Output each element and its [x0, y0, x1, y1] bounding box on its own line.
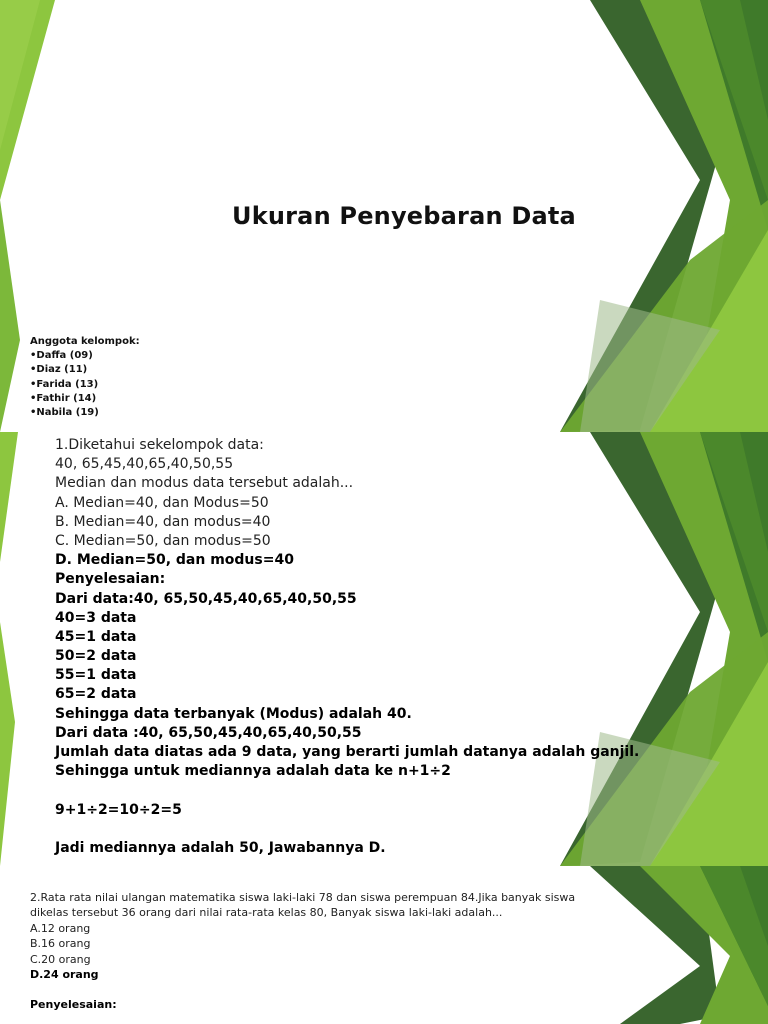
question-1-line: Dari data :40, 65,50,45,40,65,40,50,55 — [55, 724, 362, 741]
question-1-line: 45=1 data — [55, 628, 137, 645]
question-1-line: Jumlah data diatas ada 9 data, yang berarti jumlah datanya adalah ganjil. — [55, 744, 640, 760]
question-1-line: 40, 65,45,40,65,40,50,55 — [55, 456, 234, 473]
question-2-text-line: dikelas tersebut 36 orang dari nilai rata-rata kelas 80, Banyak siswa laki-laki adalah... — [30, 906, 503, 920]
question-1-line: Dari data:40, 65,50,45,40,65,40,50,55 — [55, 590, 357, 607]
question-1-line: 40=3 data — [55, 609, 137, 626]
slide-question-2 — [0, 866, 768, 1024]
slide-title-text: Ukuran Penyebaran Data — [232, 202, 576, 230]
option-a: A.12 orang — [30, 921, 91, 935]
question-1-line: 1.Diketahui sekelompok data: — [55, 437, 264, 453]
option-b: B.16 orang — [30, 937, 91, 951]
question-1-line: C. Median=50, dan modus=50 — [55, 532, 271, 549]
question-1-line: 9+1÷2=10÷2=5 — [55, 801, 182, 818]
option-d: D.24 orang — [30, 968, 99, 982]
member-item: •Fathir (14) — [30, 392, 97, 404]
blank-line — [55, 781, 639, 800]
question-1-line: Median dan modus data tersebut adalah... — [55, 475, 354, 492]
member-item: •Daffa (09) — [30, 350, 93, 362]
group-members-list — [30, 335, 140, 420]
member-item: •Farida (13) — [30, 378, 99, 390]
solution-label: Penyelesaian: — [30, 998, 117, 1012]
question-1-line: Sehingga untuk mediannya adalah data ke n+1÷2 — [55, 763, 451, 780]
question-2-text-line: 2.Rata rata nilai ulangan matematika siswa laki-laki 78 dan siswa perempuan 84.Jika banyak siswa — [30, 891, 576, 904]
question-1-line: 65=2 data — [55, 686, 137, 703]
question-1-line: 50=2 data — [55, 648, 137, 665]
question-1-content — [55, 436, 639, 858]
option-c: C.20 orang — [30, 952, 91, 966]
question-1-line: Sehingga data terbanyak (Modus) adalah 40. — [55, 705, 412, 722]
question-1-line: 55=1 data — [55, 667, 137, 684]
slide-title — [0, 0, 768, 432]
question-2-content — [30, 890, 610, 1013]
question-1-line: Penyelesaian: — [55, 571, 166, 588]
member-item: •Nabila (19) — [30, 407, 99, 419]
question-1-line: A. Median=40, dan Modus=50 — [55, 494, 269, 511]
question-1-line: B. Median=40, dan modus=40 — [55, 513, 271, 530]
question-1-line: Jadi mediannya adalah 50, Jawabannya D. — [55, 839, 386, 856]
member-item: •Diaz (11) — [30, 364, 88, 376]
blank-line — [55, 820, 639, 839]
question-1-line: D. Median=50, dan modus=40 — [55, 552, 294, 569]
members-heading: Anggota kelompok: — [30, 336, 140, 347]
